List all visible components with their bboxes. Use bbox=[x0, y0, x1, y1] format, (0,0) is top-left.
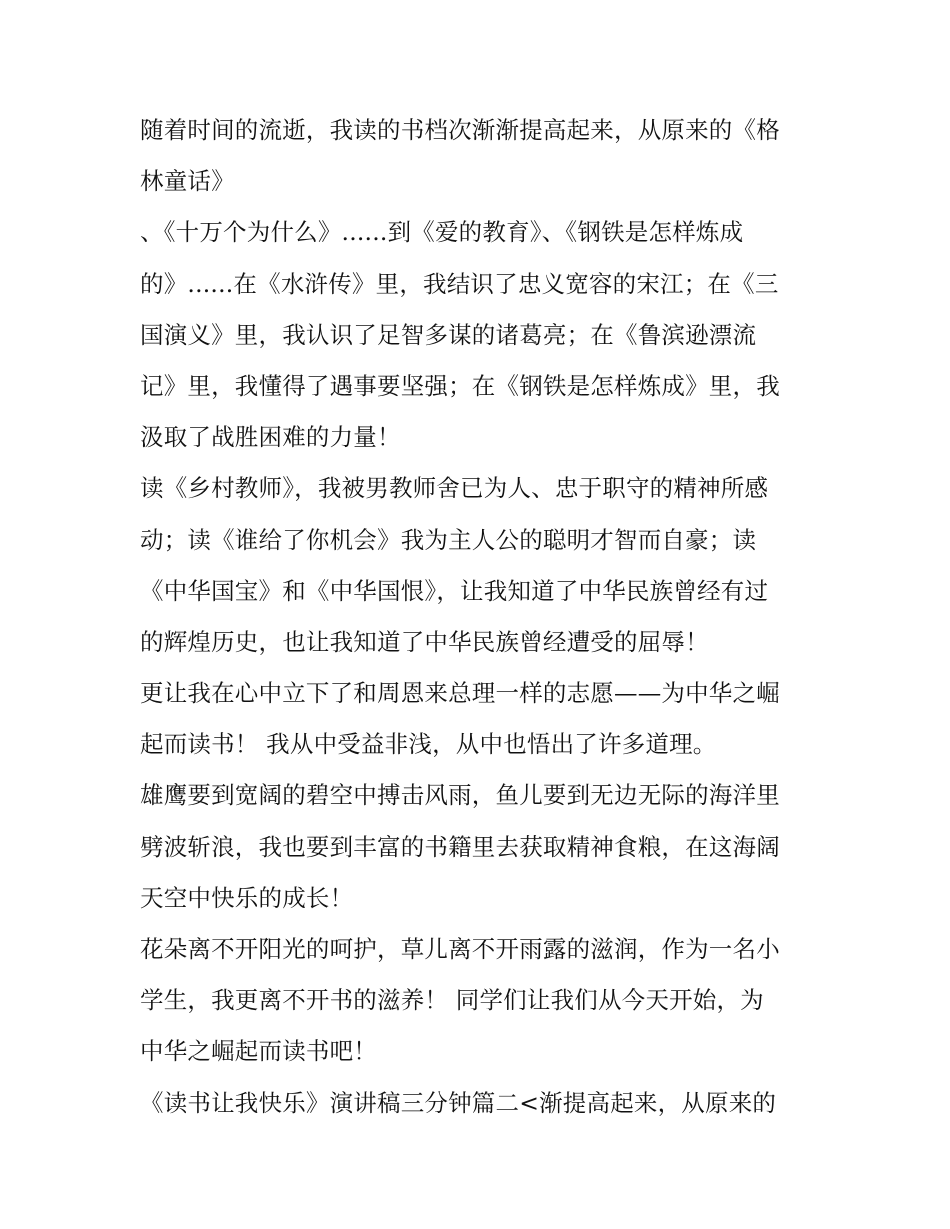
text-line: 劈波斩浪，我也要到丰富的书籍里去获取精神食粮，在这海阔 bbox=[140, 832, 780, 861]
text-line: 汲取了战胜困难的力量！ bbox=[140, 423, 401, 452]
text-line: 天空中快乐的成长！ bbox=[140, 883, 354, 912]
text-line: 《读书让我快乐》演讲稿三分钟篇二<渐提高起来，从原来的 bbox=[140, 1088, 777, 1117]
text-line: 起而读书！ 我从中受益非浅，从中也悟出了许多道理。 bbox=[140, 730, 717, 759]
text-line: 学生，我更离不开书的滋养！ 同学们让我们从今天开始，为 bbox=[140, 986, 764, 1015]
text-line: 记》里，我懂得了遇事要坚强；在《钢铁是怎样炼成》里，我 bbox=[140, 371, 780, 400]
text-line: 雄鹰要到宽阔的碧空中搏击风雨，鱼儿要到无边无际的海洋里 bbox=[140, 781, 780, 810]
text-line: 、《十万个为什么》......到《爱的教育》、《钢铁是怎样炼成 bbox=[140, 218, 744, 247]
text-line: 《中华国宝》和《中华国恨》，让我知道了中华民族曾经有过 bbox=[140, 576, 769, 605]
text-line: 国演义》里，我认识了足智多谋的诸葛亮；在《鲁滨逊漂流 bbox=[140, 320, 757, 349]
text-line: 的》......在《水浒传》里，我结识了忠义宽容的宋江；在《三 bbox=[140, 269, 779, 298]
text-line: 林童话》 bbox=[140, 167, 235, 196]
text-line: 随着时间的流逝，我读的书档次渐渐提高起来，从原来的《格 bbox=[140, 116, 780, 144]
text-line: 读《乡村教师》，我被男教师舍已为人、忠于职守的精神所感 bbox=[140, 474, 769, 503]
document-body bbox=[140, 105, 820, 1129]
text-line: 花朵离不开阳光的呵护，草儿离不开雨露的滋润，作为一名小 bbox=[140, 935, 780, 963]
text-line: 动；读《谁给了你机会》我为主人公的聪明才智而自豪；读 bbox=[140, 525, 757, 554]
text-line: 的辉煌历史，也让我知道了中华民族曾经遭受的屈辱！ bbox=[140, 627, 709, 656]
text-line: 中华之崛起而读书吧！ bbox=[140, 1037, 377, 1066]
text-line: 更让我在心中立下了和周恩来总理一样的志愿——为中华之崛 bbox=[140, 679, 780, 708]
